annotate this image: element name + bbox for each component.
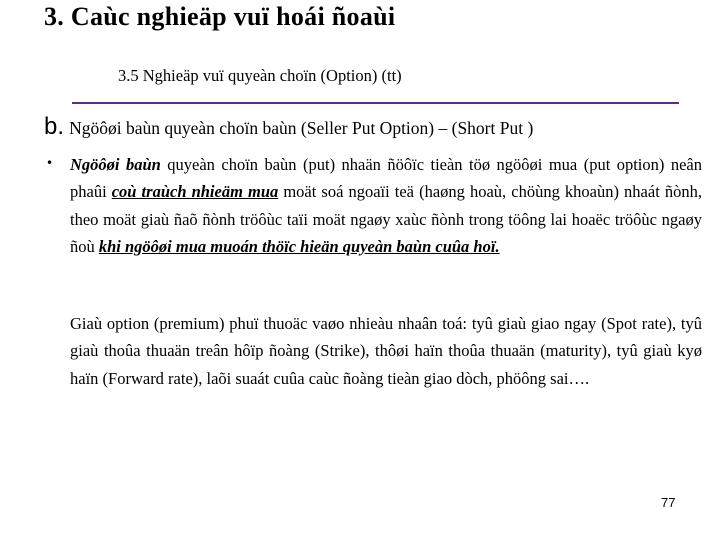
paragraph-2: Giaù option (premium) phuï thuoäc vaøo nhieàu nhaân toá: tyû giaù giao ngay (Spot rate), tyû giaù thoûa thuaän treân hôïp ñoàng (Strike), thôøi haïn thoûa thuaän (maturity), tyû giaù kyø haïn (Forward rate), laõi suaát cuûa caùc ñoàng tieàn giao dòch, phöông sai…. <box>70 314 702 388</box>
para1-emphasis-obligation: coù traùch nhieäm mua <box>111 182 279 202</box>
para1-text-b: moät soá ngoaïi teä (haøng hoaù, chöùng khoaùn) nhaát ñònh, theo moät giaù ñaõ ñònh tröôùc taïi moät ngaøy xaùc ñònh trong töông lai hoaëc tröôùc ngaøy ñoù <box>70 182 702 257</box>
para1-emphasis-seller: Ngöôøi baùn <box>70 155 161 174</box>
section-heading <box>44 113 533 141</box>
paragraph-1 <box>70 151 702 261</box>
slide-subtitle: 3.5 Nghieäp vuï quyeàn choïn (Option) (tt) <box>118 66 402 85</box>
section-heading-text: Ngöôøi baùn quyeàn choïn baùn (Seller Put Option) – (Short Put ) <box>69 118 534 138</box>
para1-text-a: quyeàn choïn baùn (put) nhaän ñöôïc tieàn töø ngöôøi mua (put option) neân phaûi <box>70 155 702 202</box>
divider-rule <box>72 102 679 104</box>
bullet-icon: • <box>46 156 54 170</box>
slide-title: 3. Caùc nghieäp vuï hoái ñoaùi <box>44 2 396 31</box>
para1-emphasis-condition: khi ngöôøi mua muoán thöïc hieän quyeàn baùn cuûa hoï. <box>98 237 500 257</box>
section-letter: b. <box>44 113 65 140</box>
page-number: 77 <box>661 495 676 510</box>
